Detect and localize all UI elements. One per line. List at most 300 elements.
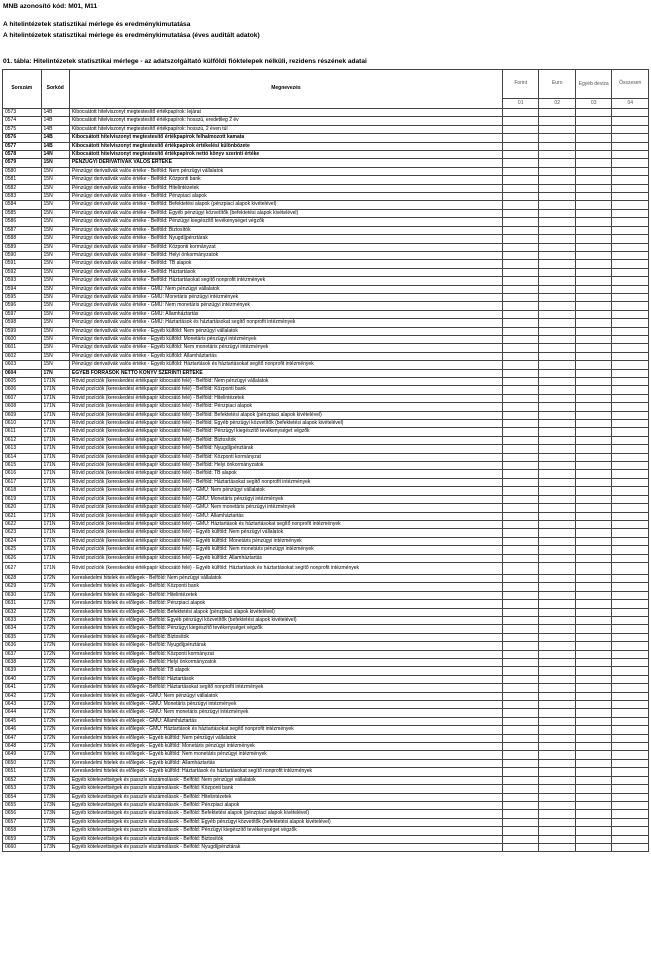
cell-egyeb-deviza[interactable] [575,159,612,167]
cell-egyeb-deviza[interactable] [575,608,612,616]
cell-osszesen[interactable] [612,759,649,767]
cell-egyeb-deviza[interactable] [575,151,612,159]
cell-egyeb-deviza[interactable] [575,659,612,667]
cell-euro[interactable] [539,768,576,776]
cell-euro[interactable] [539,184,576,192]
cell-forint[interactable] [502,386,539,394]
cell-forint[interactable] [502,692,539,700]
cell-osszesen[interactable] [612,327,649,335]
cell-egyeb-deviza[interactable] [575,453,612,461]
cell-forint[interactable] [502,546,539,554]
cell-euro[interactable] [539,109,576,117]
cell-forint[interactable] [502,470,539,478]
cell-euro[interactable] [539,361,576,369]
cell-osszesen[interactable] [612,176,649,184]
cell-forint[interactable] [502,801,539,809]
cell-forint[interactable] [502,411,539,419]
cell-forint[interactable] [502,420,539,428]
cell-osszesen[interactable] [612,701,649,709]
cell-egyeb-deviza[interactable] [575,411,612,419]
cell-euro[interactable] [539,386,576,394]
cell-euro[interactable] [539,667,576,675]
cell-forint[interactable] [502,751,539,759]
cell-euro[interactable] [539,608,576,616]
cell-osszesen[interactable] [612,151,649,159]
cell-euro[interactable] [539,684,576,692]
cell-osszesen[interactable] [612,642,649,650]
cell-euro[interactable] [539,159,576,167]
cell-egyeb-deviza[interactable] [575,495,612,503]
cell-forint[interactable] [502,260,539,268]
cell-forint[interactable] [502,159,539,167]
cell-egyeb-deviza[interactable] [575,642,612,650]
cell-forint[interactable] [502,361,539,369]
cell-egyeb-deviza[interactable] [575,378,612,386]
cell-euro[interactable] [539,843,576,851]
cell-osszesen[interactable] [612,625,649,633]
cell-egyeb-deviza[interactable] [575,675,612,683]
cell-euro[interactable] [539,209,576,217]
cell-egyeb-deviza[interactable] [575,218,612,226]
cell-egyeb-deviza[interactable] [575,843,612,851]
cell-egyeb-deviza[interactable] [575,650,612,658]
cell-forint[interactable] [502,125,539,133]
cell-forint[interactable] [502,591,539,599]
cell-egyeb-deviza[interactable] [575,176,612,184]
cell-osszesen[interactable] [612,709,649,717]
cell-egyeb-deviza[interactable] [575,403,612,411]
cell-forint[interactable] [502,209,539,217]
cell-euro[interactable] [539,717,576,725]
cell-forint[interactable] [502,193,539,201]
cell-egyeb-deviza[interactable] [575,810,612,818]
cell-osszesen[interactable] [612,768,649,776]
cell-forint[interactable] [502,843,539,851]
cell-osszesen[interactable] [612,470,649,478]
cell-egyeb-deviza[interactable] [575,201,612,209]
cell-osszesen[interactable] [612,546,649,554]
cell-egyeb-deviza[interactable] [575,562,612,574]
cell-forint[interactable] [502,319,539,327]
cell-euro[interactable] [539,319,576,327]
cell-egyeb-deviza[interactable] [575,251,612,259]
cell-euro[interactable] [539,151,576,159]
cell-osszesen[interactable] [612,335,649,343]
cell-forint[interactable] [502,445,539,453]
cell-euro[interactable] [539,793,576,801]
cell-forint[interactable] [502,768,539,776]
cell-osszesen[interactable] [612,726,649,734]
cell-euro[interactable] [539,650,576,658]
cell-forint[interactable] [502,684,539,692]
cell-forint[interactable] [502,701,539,709]
cell-euro[interactable] [539,201,576,209]
cell-euro[interactable] [539,285,576,293]
cell-forint[interactable] [502,667,539,675]
cell-euro[interactable] [539,827,576,835]
cell-osszesen[interactable] [612,801,649,809]
cell-euro[interactable] [539,394,576,402]
cell-osszesen[interactable] [612,675,649,683]
cell-forint[interactable] [502,428,539,436]
cell-osszesen[interactable] [612,537,649,545]
cell-euro[interactable] [539,335,576,343]
cell-forint[interactable] [502,436,539,444]
cell-euro[interactable] [539,478,576,486]
cell-egyeb-deviza[interactable] [575,420,612,428]
cell-euro[interactable] [539,453,576,461]
cell-osszesen[interactable] [612,277,649,285]
cell-osszesen[interactable] [612,650,649,658]
cell-osszesen[interactable] [612,743,649,751]
cell-osszesen[interactable] [612,633,649,641]
cell-forint[interactable] [502,277,539,285]
cell-euro[interactable] [539,470,576,478]
cell-egyeb-deviza[interactable] [575,327,612,335]
cell-euro[interactable] [539,625,576,633]
cell-egyeb-deviza[interactable] [575,827,612,835]
cell-osszesen[interactable] [612,717,649,725]
cell-euro[interactable] [539,411,576,419]
cell-egyeb-deviza[interactable] [575,504,612,512]
cell-euro[interactable] [539,583,576,591]
cell-osszesen[interactable] [612,478,649,486]
cell-forint[interactable] [502,793,539,801]
cell-egyeb-deviza[interactable] [575,591,612,599]
cell-forint[interactable] [502,675,539,683]
cell-euro[interactable] [539,277,576,285]
cell-euro[interactable] [539,235,576,243]
cell-forint[interactable] [502,335,539,343]
cell-forint[interactable] [502,759,539,767]
cell-forint[interactable] [502,512,539,520]
cell-egyeb-deviza[interactable] [575,109,612,117]
cell-osszesen[interactable] [612,436,649,444]
cell-euro[interactable] [539,176,576,184]
cell-egyeb-deviza[interactable] [575,512,612,520]
cell-euro[interactable] [539,520,576,528]
cell-osszesen[interactable] [612,394,649,402]
cell-forint[interactable] [502,235,539,243]
cell-egyeb-deviza[interactable] [575,226,612,234]
cell-osszesen[interactable] [612,268,649,276]
cell-forint[interactable] [502,462,539,470]
cell-euro[interactable] [539,835,576,843]
cell-forint[interactable] [502,117,539,125]
cell-forint[interactable] [502,109,539,117]
cell-euro[interactable] [539,403,576,411]
cell-euro[interactable] [539,574,576,582]
cell-euro[interactable] [539,642,576,650]
cell-osszesen[interactable] [612,692,649,700]
cell-forint[interactable] [502,743,539,751]
cell-euro[interactable] [539,709,576,717]
cell-egyeb-deviza[interactable] [575,268,612,276]
cell-euro[interactable] [539,134,576,142]
cell-forint[interactable] [502,369,539,377]
cell-osszesen[interactable] [612,608,649,616]
cell-euro[interactable] [539,378,576,386]
cell-egyeb-deviza[interactable] [575,574,612,582]
cell-egyeb-deviza[interactable] [575,134,612,142]
cell-euro[interactable] [539,692,576,700]
cell-euro[interactable] [539,369,576,377]
cell-euro[interactable] [539,659,576,667]
cell-euro[interactable] [539,743,576,751]
cell-euro[interactable] [539,512,576,520]
cell-euro[interactable] [539,142,576,150]
cell-egyeb-deviza[interactable] [575,537,612,545]
cell-forint[interactable] [502,218,539,226]
cell-osszesen[interactable] [612,751,649,759]
cell-forint[interactable] [502,709,539,717]
cell-osszesen[interactable] [612,445,649,453]
cell-forint[interactable] [502,818,539,826]
cell-euro[interactable] [539,591,576,599]
cell-euro[interactable] [539,633,576,641]
cell-euro[interactable] [539,260,576,268]
cell-osszesen[interactable] [612,403,649,411]
cell-euro[interactable] [539,546,576,554]
cell-forint[interactable] [502,352,539,360]
cell-egyeb-deviza[interactable] [575,361,612,369]
cell-forint[interactable] [502,734,539,742]
cell-egyeb-deviza[interactable] [575,692,612,700]
cell-egyeb-deviza[interactable] [575,277,612,285]
cell-egyeb-deviza[interactable] [575,310,612,318]
cell-euro[interactable] [539,436,576,444]
cell-forint[interactable] [502,344,539,352]
cell-osszesen[interactable] [612,529,649,537]
cell-osszesen[interactable] [612,504,649,512]
cell-egyeb-deviza[interactable] [575,768,612,776]
cell-forint[interactable] [502,327,539,335]
cell-osszesen[interactable] [612,574,649,582]
cell-egyeb-deviza[interactable] [575,209,612,217]
cell-osszesen[interactable] [612,843,649,851]
cell-euro[interactable] [539,734,576,742]
cell-euro[interactable] [539,600,576,608]
cell-forint[interactable] [502,378,539,386]
cell-osszesen[interactable] [612,251,649,259]
cell-osszesen[interactable] [612,352,649,360]
cell-forint[interactable] [502,574,539,582]
cell-forint[interactable] [502,785,539,793]
cell-egyeb-deviza[interactable] [575,776,612,784]
cell-osszesen[interactable] [612,226,649,234]
cell-euro[interactable] [539,801,576,809]
cell-osszesen[interactable] [612,591,649,599]
cell-euro[interactable] [539,818,576,826]
cell-osszesen[interactable] [612,659,649,667]
cell-forint[interactable] [502,520,539,528]
cell-euro[interactable] [539,751,576,759]
cell-euro[interactable] [539,218,576,226]
cell-forint[interactable] [502,625,539,633]
cell-osszesen[interactable] [612,209,649,217]
cell-forint[interactable] [502,659,539,667]
cell-egyeb-deviza[interactable] [575,445,612,453]
cell-egyeb-deviza[interactable] [575,235,612,243]
cell-euro[interactable] [539,251,576,259]
cell-euro[interactable] [539,495,576,503]
cell-egyeb-deviza[interactable] [575,352,612,360]
cell-forint[interactable] [502,504,539,512]
cell-euro[interactable] [539,562,576,574]
cell-euro[interactable] [539,310,576,318]
cell-forint[interactable] [502,134,539,142]
cell-osszesen[interactable] [612,453,649,461]
cell-euro[interactable] [539,125,576,133]
cell-osszesen[interactable] [612,520,649,528]
cell-forint[interactable] [502,495,539,503]
cell-euro[interactable] [539,726,576,734]
cell-forint[interactable] [502,650,539,658]
cell-osszesen[interactable] [612,776,649,784]
cell-osszesen[interactable] [612,734,649,742]
cell-forint[interactable] [502,642,539,650]
cell-forint[interactable] [502,403,539,411]
cell-egyeb-deviza[interactable] [575,583,612,591]
cell-egyeb-deviza[interactable] [575,302,612,310]
cell-forint[interactable] [502,142,539,150]
cell-euro[interactable] [539,776,576,784]
cell-forint[interactable] [502,268,539,276]
cell-forint[interactable] [502,827,539,835]
cell-euro[interactable] [539,537,576,545]
cell-osszesen[interactable] [612,487,649,495]
cell-forint[interactable] [502,562,539,574]
cell-egyeb-deviza[interactable] [575,369,612,377]
cell-forint[interactable] [502,835,539,843]
cell-egyeb-deviza[interactable] [575,436,612,444]
cell-egyeb-deviza[interactable] [575,335,612,343]
cell-egyeb-deviza[interactable] [575,818,612,826]
cell-egyeb-deviza[interactable] [575,801,612,809]
cell-euro[interactable] [539,487,576,495]
cell-osszesen[interactable] [612,554,649,562]
cell-forint[interactable] [502,583,539,591]
cell-euro[interactable] [539,462,576,470]
cell-osszesen[interactable] [612,793,649,801]
cell-osszesen[interactable] [612,293,649,301]
cell-forint[interactable] [502,726,539,734]
cell-egyeb-deviza[interactable] [575,759,612,767]
cell-forint[interactable] [502,717,539,725]
cell-forint[interactable] [502,201,539,209]
cell-egyeb-deviza[interactable] [575,600,612,608]
cell-euro[interactable] [539,554,576,562]
cell-euro[interactable] [539,117,576,125]
cell-euro[interactable] [539,785,576,793]
cell-euro[interactable] [539,243,576,251]
cell-euro[interactable] [539,445,576,453]
cell-egyeb-deviza[interactable] [575,751,612,759]
cell-osszesen[interactable] [612,369,649,377]
cell-egyeb-deviza[interactable] [575,184,612,192]
cell-osszesen[interactable] [612,243,649,251]
cell-osszesen[interactable] [612,159,649,167]
cell-osszesen[interactable] [612,827,649,835]
cell-osszesen[interactable] [612,142,649,150]
cell-osszesen[interactable] [612,462,649,470]
cell-forint[interactable] [502,302,539,310]
cell-euro[interactable] [539,344,576,352]
cell-osszesen[interactable] [612,218,649,226]
cell-egyeb-deviza[interactable] [575,293,612,301]
cell-osszesen[interactable] [612,386,649,394]
cell-osszesen[interactable] [612,361,649,369]
cell-forint[interactable] [502,394,539,402]
cell-euro[interactable] [539,616,576,624]
cell-egyeb-deviza[interactable] [575,684,612,692]
cell-egyeb-deviza[interactable] [575,546,612,554]
cell-euro[interactable] [539,420,576,428]
cell-osszesen[interactable] [612,167,649,175]
cell-forint[interactable] [502,554,539,562]
cell-osszesen[interactable] [612,818,649,826]
cell-egyeb-deviza[interactable] [575,285,612,293]
cell-forint[interactable] [502,810,539,818]
cell-egyeb-deviza[interactable] [575,554,612,562]
cell-forint[interactable] [502,184,539,192]
cell-osszesen[interactable] [612,117,649,125]
cell-forint[interactable] [502,616,539,624]
cell-euro[interactable] [539,759,576,767]
cell-forint[interactable] [502,453,539,461]
cell-egyeb-deviza[interactable] [575,344,612,352]
cell-egyeb-deviza[interactable] [575,470,612,478]
cell-euro[interactable] [539,226,576,234]
cell-osszesen[interactable] [612,235,649,243]
cell-euro[interactable] [539,302,576,310]
cell-egyeb-deviza[interactable] [575,167,612,175]
cell-egyeb-deviza[interactable] [575,835,612,843]
cell-forint[interactable] [502,167,539,175]
cell-osszesen[interactable] [612,134,649,142]
cell-osszesen[interactable] [612,285,649,293]
cell-euro[interactable] [539,701,576,709]
cell-euro[interactable] [539,675,576,683]
cell-forint[interactable] [502,310,539,318]
cell-osszesen[interactable] [612,344,649,352]
cell-forint[interactable] [502,537,539,545]
cell-euro[interactable] [539,268,576,276]
cell-forint[interactable] [502,608,539,616]
cell-egyeb-deviza[interactable] [575,117,612,125]
cell-euro[interactable] [539,428,576,436]
cell-osszesen[interactable] [612,583,649,591]
cell-osszesen[interactable] [612,260,649,268]
cell-egyeb-deviza[interactable] [575,717,612,725]
cell-forint[interactable] [502,226,539,234]
cell-egyeb-deviza[interactable] [575,142,612,150]
cell-osszesen[interactable] [612,411,649,419]
cell-osszesen[interactable] [612,616,649,624]
cell-egyeb-deviza[interactable] [575,625,612,633]
cell-egyeb-deviza[interactable] [575,319,612,327]
cell-osszesen[interactable] [612,512,649,520]
cell-osszesen[interactable] [612,184,649,192]
cell-forint[interactable] [502,251,539,259]
cell-osszesen[interactable] [612,302,649,310]
cell-osszesen[interactable] [612,667,649,675]
cell-egyeb-deviza[interactable] [575,667,612,675]
cell-forint[interactable] [502,151,539,159]
cell-egyeb-deviza[interactable] [575,243,612,251]
cell-egyeb-deviza[interactable] [575,701,612,709]
cell-osszesen[interactable] [612,420,649,428]
